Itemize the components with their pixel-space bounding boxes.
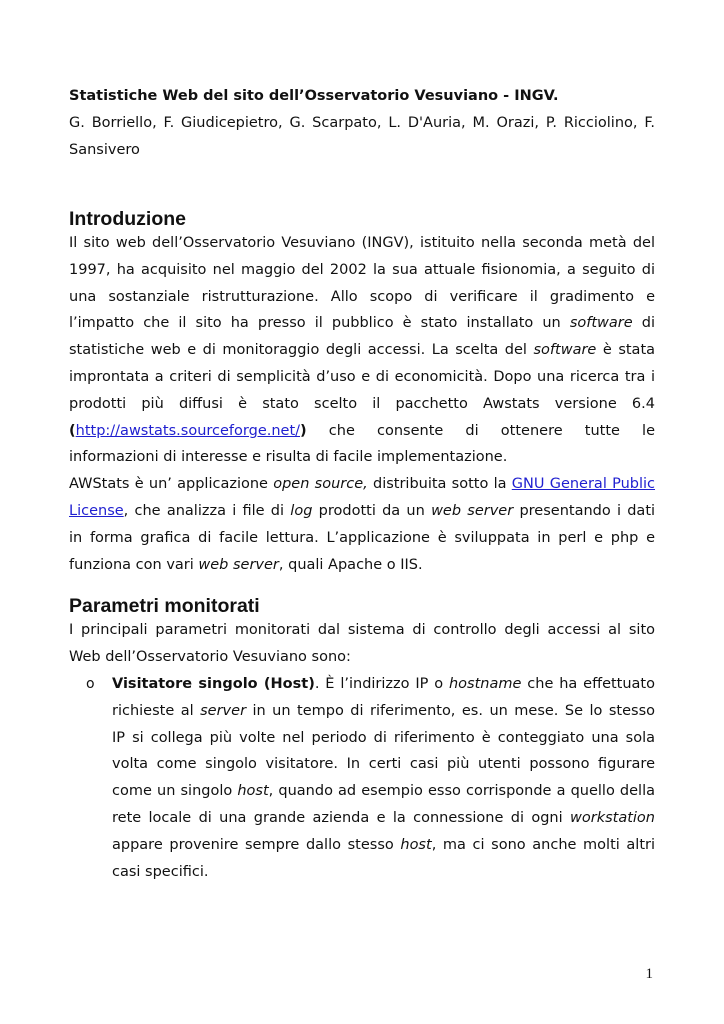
- text-run: AWStats è un’ applicazione: [69, 476, 268, 493]
- italic-term: software: [533, 342, 597, 359]
- text-run: , quando ad esempio esso corrisponde a quello della: [268, 783, 655, 800]
- text-run: statistiche web e di monitoraggio degli accessi. La scelta del: [69, 342, 527, 359]
- italic-term: software: [569, 315, 633, 332]
- bullet-circle-icon: o: [86, 675, 95, 692]
- text-line: [69, 418, 655, 445]
- text-line: [112, 698, 655, 725]
- intro-paragraph-2: [69, 471, 655, 578]
- text-line: [69, 337, 655, 364]
- italic-term: open source,: [273, 476, 368, 493]
- text-line: [69, 552, 655, 579]
- text-run: , ma ci sono anche molti altri: [431, 836, 655, 853]
- text-run: funziona con vari: [69, 556, 194, 573]
- text-line: improntata a criteri di semplicità d’uso e di economicità. Dopo una ricerca tra i: [69, 368, 655, 385]
- gnu-gpl-link-part-1[interactable]: GNU General Public: [511, 476, 656, 493]
- italic-term: web server: [431, 502, 514, 519]
- section-heading-introduzione: Introduzione: [69, 208, 186, 230]
- text-line: [69, 498, 655, 525]
- text-run: che consente di ottenere tutte le: [328, 422, 655, 439]
- text-line: volta come singolo visitatore. In certi casi più utenti possono figurare: [112, 756, 655, 773]
- text-run: come un singolo: [112, 783, 233, 800]
- text-line: IP si collega più volte nel periodo di riferimento è conteggiato una sola: [112, 729, 655, 746]
- list-item: [69, 671, 655, 885]
- document-title: Statistiche Web del sito dell’Osservatorio Vesuviano - INGV.: [69, 88, 559, 104]
- params-list: [69, 671, 655, 885]
- text-line: Il sito web dell’Osservatorio Vesuviano (INGV), istituito nella seconda metà del: [69, 235, 655, 251]
- text-line: [69, 310, 655, 337]
- authors-line-1: G. Borriello, F. Giudicepietro, G. Scarpato, L. D'Auria, M. Orazi, P. Ricciolino, F.: [69, 115, 655, 131]
- intro-paragraph-1: [69, 230, 655, 471]
- text-line: prodotti più diffusi è stato scelto il pacchetto Awstats versione 6.4: [69, 395, 655, 412]
- paren-close: ): [300, 422, 307, 439]
- awstats-link[interactable]: http://awstats.sourceforge.net/: [75, 422, 301, 439]
- text-run: presentando i dati: [519, 502, 656, 519]
- text-line: una sostanziale ristrutturazione. Allo scopo di verificare il gradimento e: [69, 288, 655, 305]
- text-run: che ha effettuato: [527, 675, 655, 692]
- text-run: rete locale di una grande azienda e la connessione di ogni: [112, 809, 563, 826]
- italic-term: server: [200, 702, 247, 719]
- list-item-text: [112, 671, 655, 885]
- italic-term: log: [290, 502, 313, 519]
- params-intro: [69, 617, 655, 671]
- text-run: richieste al: [112, 702, 194, 719]
- text-line: casi specifici.: [112, 863, 209, 880]
- text-run: l’impatto che il sito ha presso il pubblico è stato installato un: [69, 315, 561, 332]
- text-line: informazioni di interesse e risulta di facile implementazione.: [69, 449, 508, 466]
- page-number: 1: [645, 966, 653, 982]
- text-run: , che analizza i file di: [123, 502, 285, 519]
- text-line: in forma grafica di facile lettura. L’applicazione è sviluppata in perl e php e: [69, 529, 655, 546]
- text-line: I principali parametri monitorati dal sistema di controllo degli accessi al sito: [69, 622, 655, 639]
- text-run: prodotti da un: [318, 502, 425, 519]
- authors: [69, 110, 655, 164]
- document-page: [69, 82, 655, 885]
- bold-term: Visitatore singolo (Host): [112, 675, 315, 692]
- italic-term: hostname: [448, 675, 522, 692]
- text-run: è stata: [602, 342, 656, 359]
- text-run: in un tempo di riferimento, es. un mese. Se lo stesso: [252, 702, 655, 719]
- text-line: Web dell’Osservatorio Vesuviano sono:: [69, 649, 351, 666]
- text-line: [69, 471, 655, 498]
- text-run: appare provenire sempre dallo stesso: [112, 836, 394, 853]
- text-line: [112, 778, 655, 805]
- italic-term: workstation: [570, 809, 655, 826]
- text-run: . È l’indirizzo IP o: [314, 675, 444, 692]
- section-heading-parametri: Parametri monitorati: [69, 595, 260, 618]
- gnu-gpl-link-part-2[interactable]: License: [69, 502, 124, 519]
- text-line: 1997, ha acquisito nel maggio del 2002 la sua attuale fisionomia, a seguito di: [69, 261, 655, 278]
- text-line: [112, 671, 655, 698]
- text-run: , quali Apache o IIS.: [278, 556, 423, 573]
- italic-term: host: [237, 783, 269, 800]
- italic-term: web server: [198, 556, 279, 573]
- italic-term: host: [400, 836, 432, 853]
- text-run: di: [641, 315, 656, 332]
- text-run: distribuita sotto la: [372, 476, 507, 493]
- authors-line-2: Sansivero: [69, 142, 140, 158]
- text-line: [112, 805, 655, 832]
- text-line: [112, 832, 655, 859]
- paren-open: (: [69, 422, 76, 439]
